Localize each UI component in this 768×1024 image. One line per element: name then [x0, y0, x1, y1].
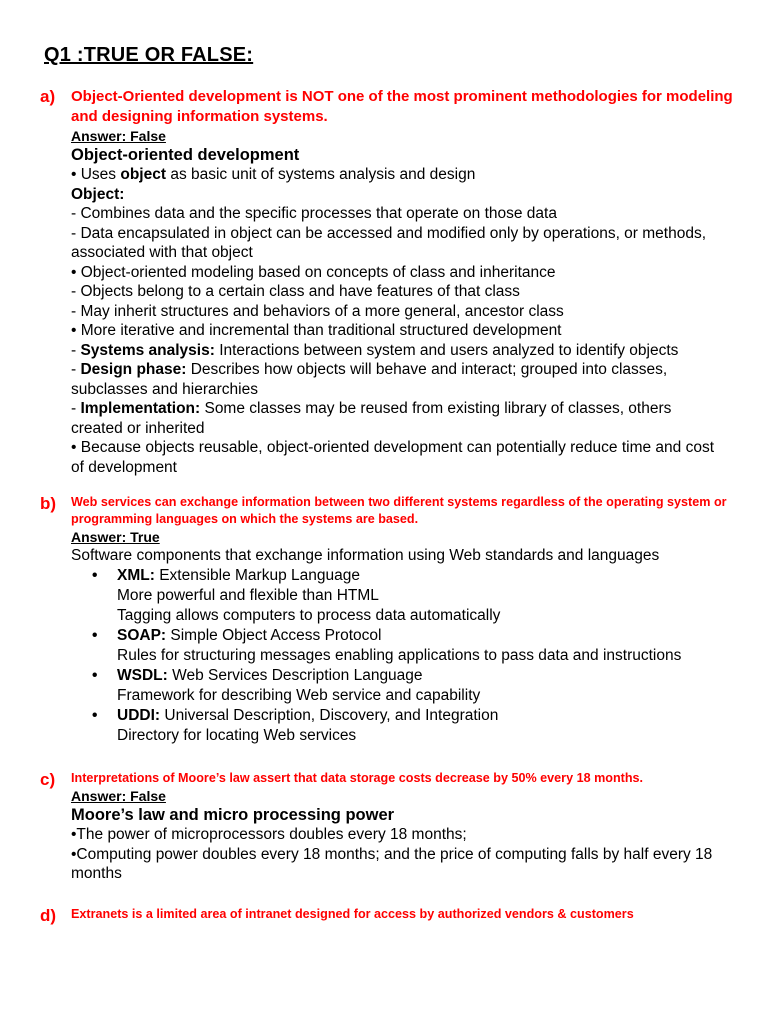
term: XML: — [117, 566, 155, 584]
question-c — [40, 770, 740, 884]
question-text: Web services can exchange information between two different systems regardless of the operating system or programming languages on which the systems are based. — [71, 495, 727, 526]
answer-label: Answer: False — [71, 788, 166, 804]
detail-line: Tagging allows computers to process data automatically — [117, 606, 501, 624]
bullet: • — [92, 706, 98, 724]
detail-line: Rules for structuring messages enabling applications to pass data and instructions — [117, 646, 682, 664]
line-text: Describes how objects will behave and interact; grouped into classes, subclasses and hierarchies — [71, 361, 668, 398]
list-item — [71, 360, 726, 399]
line-prefix: - — [71, 361, 81, 378]
detail-line: More powerful and flexible than HTML — [117, 586, 379, 604]
term: UDDI: — [117, 706, 161, 724]
question-text: Interpretations of Moore’s law assert that data storage costs decrease by 50% every 18 months. — [71, 771, 644, 785]
list-item: • Because objects reusable, object-oriented development can potentially reduce time and cost of development — [71, 439, 715, 476]
line-bold: Systems analysis: — [80, 341, 215, 359]
answer-label: Answer: False — [71, 128, 166, 144]
list-item: - Objects belong to a certain class and have features of that class — [71, 283, 520, 300]
list-item: - Data encapsulated in object can be accessed and modified only by operations, or methods, associated with that object — [71, 224, 707, 261]
list-item — [71, 165, 726, 185]
line-bold: Object: — [71, 185, 125, 203]
term-description: Simple Object Access Protocol — [166, 626, 382, 644]
detail-line: Framework for describing Web service and capability — [117, 686, 481, 704]
question-letter: c) — [40, 770, 56, 789]
list-item — [71, 341, 726, 361]
section-heading: Object-oriented development — [71, 146, 300, 164]
line-prefix: - — [71, 341, 81, 359]
question-text: Extranets is a limited area of intranet designed for access by authorized vendors & customers — [71, 907, 634, 921]
list-item: • More iterative and incremental than traditional structured development — [71, 322, 562, 339]
list-item-wsdl — [71, 666, 740, 706]
bullet: • — [92, 666, 98, 684]
list-item: •The power of microprocessors doubles every 18 months; — [71, 826, 467, 843]
list-item-xml — [71, 566, 740, 626]
page-title: Q1 :TRUE OR FALSE: — [44, 44, 254, 66]
list-item-uddi — [71, 706, 740, 746]
list-item: • Object-oriented modeling based on concepts of class and inheritance — [71, 263, 556, 281]
line-prefix: • Uses — [71, 166, 121, 183]
list-item-soap — [71, 626, 740, 666]
intro-text: Software components that exchange information using Web standards and languages — [71, 547, 660, 564]
term-description: Web Services Description Language — [167, 666, 423, 684]
term-description: Extensible Markup Language — [154, 566, 360, 584]
list-item — [71, 399, 726, 438]
question-letter: a) — [40, 87, 56, 106]
line-bold: object — [120, 166, 167, 183]
line-text: Some classes may be reused from existing library of classes, others created or inherited — [71, 400, 672, 437]
question-letter: d) — [40, 906, 57, 925]
list-item: •Computing power doubles every 18 months; and the price of computing falls by half every 18 months — [71, 845, 713, 882]
question-b — [40, 494, 740, 746]
list-item: - May inherit structures and behaviors of a more general, ancestor class — [71, 302, 564, 320]
detail-line: Directory for locating Web services — [117, 726, 357, 744]
question-d — [40, 906, 740, 923]
section-heading: Moore’s law and micro processing power — [71, 806, 395, 824]
line-bold: Design phase: — [80, 361, 187, 378]
web-services-list — [71, 566, 740, 746]
line-prefix: - — [71, 400, 81, 417]
bullet: • — [92, 566, 98, 584]
term: WSDL: — [117, 666, 168, 684]
line-bold: Implementation: — [80, 400, 201, 417]
line-text: as basic unit of systems analysis and design — [166, 166, 476, 183]
term: SOAP: — [117, 626, 167, 644]
question-a — [40, 87, 740, 477]
answer-label: Answer: True — [71, 529, 160, 545]
line-text: Interactions between system and users analyzed to identify objects — [214, 341, 679, 359]
question-letter: b) — [40, 494, 57, 513]
list-item: - Combines data and the specific processes that operate on those data — [71, 205, 557, 222]
list-item — [71, 185, 726, 205]
question-text: Object-Oriented development is NOT one of the most prominent methodologies for modeling and designing information systems. — [71, 88, 733, 125]
bullet: • — [92, 626, 98, 644]
term-description: Universal Description, Discovery, and Integration — [160, 706, 499, 724]
